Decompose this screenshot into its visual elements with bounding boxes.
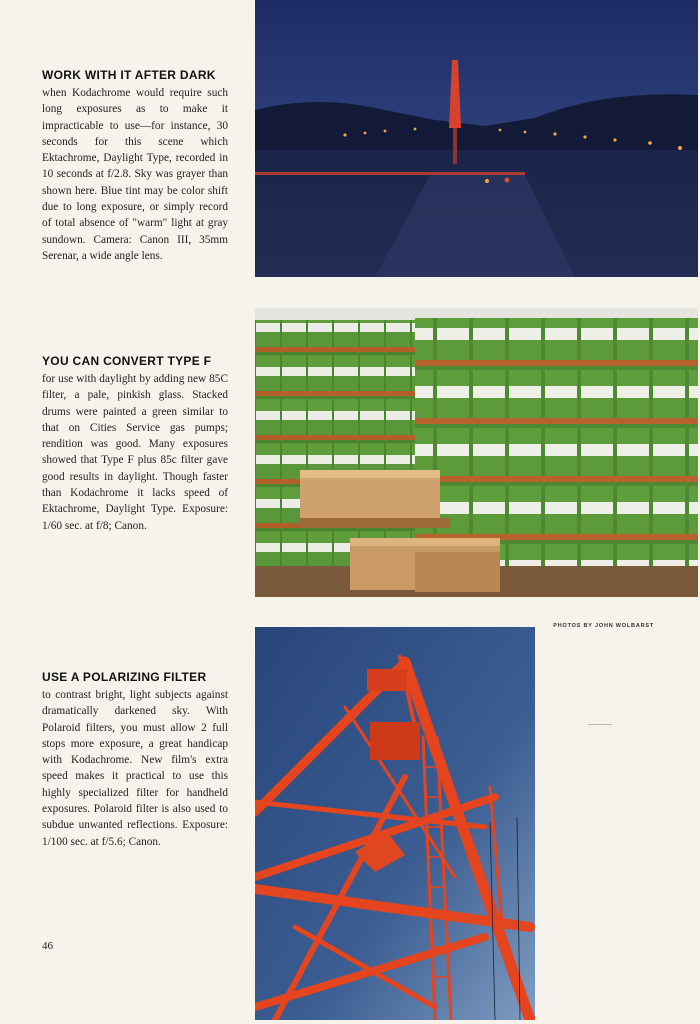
body-type-f: for use with daylight by adding new 85C filter, a pale, pinkish glass. Stacked drums were painted a green similar to that on Cities Service gas pumps; rendition was good. Many exposures showed that Type F plus 85c filter gave good results in daylight. Though faster than Kodachrome it lacks speed of Ektachrome, Daylight Type. Exposure: 1/60 sec. at f/8; Canon. <box>42 373 228 532</box>
crane-tower-photo <box>255 627 535 1020</box>
caption-type-f <box>42 354 228 534</box>
photo-stacked-drums <box>255 308 698 597</box>
stacked-drums-photo <box>255 308 698 597</box>
page-number: 46 <box>42 940 53 952</box>
body-after-dark: when Kodachrome would require such long exposures as to make it impracticable to use—for instance, 30 seconds for this scene which Ektachrome, Daylight Type, recorded in 10 seconds at f/2.8. Sky was grayer than shown here. Blue tint may be color shift due to long exposure, or simply record of total absence of "warm" light at gray sundown. Camera: Canon III, 35mm Serenar, a wide angle lens. <box>42 87 228 262</box>
stray-mark <box>588 724 612 725</box>
heading-polarizing: USE A POLARIZING FILTER <box>42 670 207 684</box>
night-monument-photo <box>255 0 698 277</box>
photo-crane-tower <box>255 627 535 1020</box>
body-polarizing: to contrast bright, light subjects against dramatically darkened sky. With Polaroid filters, you must allow 2 full stops more exposure, a great handicap with Kodachrome. New film's extra speed makes it practical to use this highly specialized filter for handheld exposures. Polaroid filter is also used to subdue unwanted reflections. Exposure: 1/100 sec. at f/5.6; Canon. <box>42 689 228 848</box>
photo-night-monument <box>255 0 698 277</box>
caption-after-dark <box>42 68 228 264</box>
heading-type-f: YOU CAN CONVERT TYPE F <box>42 354 212 368</box>
heading-after-dark: WORK WITH IT AFTER DARK <box>42 68 216 82</box>
photo-credit: PHOTOS BY JOHN WOLBARST <box>553 623 654 629</box>
caption-polarizing <box>42 670 228 850</box>
